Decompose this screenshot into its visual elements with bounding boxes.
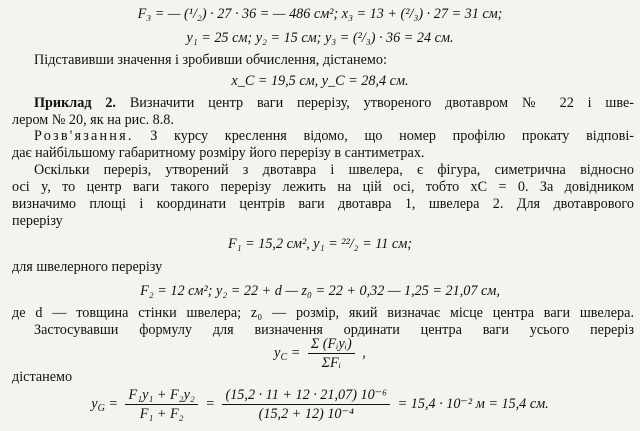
text-line-12 bbox=[12, 213, 63, 229]
eq1-numerator: Σ (Fᵢyᵢ) bbox=[308, 336, 355, 354]
example-2-heading-line bbox=[34, 95, 634, 111]
text-line-14 bbox=[12, 259, 162, 275]
result-xc-yc: x_C = 19,5 см, y_C = 28,4 см. bbox=[231, 73, 409, 89]
text-line-substitution bbox=[34, 52, 387, 68]
text-line-8 bbox=[12, 145, 424, 161]
example-2-text-cont: лером № 20, як на рис. 8.8. bbox=[12, 112, 174, 128]
eq2-fraction-2 bbox=[222, 387, 390, 422]
eq2-fraction-1 bbox=[125, 387, 197, 422]
solution-text-cont: дає найбільшому габаритному розміру його перерізу в сантиметрах. bbox=[12, 145, 425, 161]
solution-text: З курсу креслення відомо, що номер профілю прокату відпові- bbox=[133, 128, 634, 144]
solution-heading-line bbox=[34, 128, 634, 144]
we-obtain-text: дістанемо bbox=[12, 369, 73, 385]
reference-text-cont: перерізу bbox=[12, 213, 63, 229]
eq2-lhs: y bbox=[91, 395, 98, 412]
formula-line-f3-x3 bbox=[0, 6, 640, 22]
formula-f2-y2: F₂ = 12 см²; y₂ = 22 + d — z₀ = 22 + 0,32 — 1,25 = 21,07 см, bbox=[140, 283, 500, 299]
text-line-9 bbox=[34, 162, 634, 178]
solution-label: Розв'язання. bbox=[34, 128, 134, 144]
text-line-19 bbox=[12, 369, 72, 385]
eq2-denominator-2: (15,2 + 12) 10⁻⁴ bbox=[258, 406, 354, 422]
formula-line-result-1 bbox=[0, 73, 640, 89]
substitution-text: Підставивши значення і зробивши обчислення, дістанемо: bbox=[34, 52, 387, 68]
eq1-fraction bbox=[308, 336, 355, 371]
formula-line-y-values bbox=[0, 30, 640, 46]
equation-centroid-formula bbox=[0, 336, 640, 371]
eq2-result: = 15,4 · 10⁻² м = 15,4 см. bbox=[394, 395, 549, 412]
apply-formula-text: Застосувавши формулу для визначення ординати центра ваги усього переріз bbox=[34, 322, 634, 338]
formula-line-beam bbox=[0, 236, 640, 252]
text-line-10 bbox=[12, 179, 634, 195]
formula-f1-y1: F₁ = 15,2 см², y₁ = ²²/₂ = 11 см; bbox=[227, 236, 413, 252]
eq1-equals: = bbox=[287, 344, 304, 361]
formula-line-channel bbox=[0, 283, 640, 299]
eq2-equals-2: = bbox=[201, 395, 219, 412]
symmetry-text-2: осі y, то центр ваги такого перерізу лежить на цій осі, тобто xC = 0. За довідником bbox=[12, 179, 634, 195]
formula-y-values: y₁ = 25 см; y₂ = 15 см; y₃ = (²/₃) · 36 = 24 см. bbox=[186, 30, 454, 46]
equation-final-result bbox=[0, 387, 640, 422]
eq1-tail: , bbox=[358, 344, 366, 361]
formula-f3-x3: F₃ = — (¹/₂) · 27 · 36 = — 486 см²; x₃ = 13 + (²/₃) · 27 = 31 см; bbox=[137, 6, 503, 22]
eq2-denominator-1: F₁ + F₂ bbox=[139, 406, 184, 422]
reference-text: визначимо площі і координати центрів ваги двотавра 1, швелера 2. Для двотаврового bbox=[12, 196, 634, 212]
eq2-equals-1: = bbox=[104, 395, 122, 412]
eq2-numerator-1: F₁y₁ + F₂y₂ bbox=[125, 387, 197, 405]
eq1-lhs-subscript: C bbox=[280, 351, 288, 363]
symmetry-text-1: Оскільки переріз, утворений з двотавра і швелера, є фігура, симетрична відносно bbox=[34, 162, 634, 178]
definitions-text: де d — товщина стінки швелера; z₀ — розмір, який визначає місце центра ваги швелера. bbox=[12, 305, 634, 321]
text-line-11 bbox=[12, 196, 634, 212]
text-line-6 bbox=[12, 112, 174, 128]
example-2-text: Визначити центр ваги перерізу, утвореного двотавром № 22 і шве- bbox=[115, 95, 634, 111]
eq2-numerator-2: (15,2 · 11 + 12 · 21,07) 10⁻⁶ bbox=[222, 387, 390, 405]
channel-intro-text: для швелерного перерізу bbox=[12, 259, 163, 275]
eq1-lhs: y bbox=[274, 344, 281, 361]
text-line-16 bbox=[12, 305, 634, 321]
eq1-denominator: ΣFᵢ bbox=[321, 355, 341, 371]
example-2-label: Приклад 2. bbox=[34, 95, 116, 111]
eq2-lhs-subscript: G bbox=[97, 402, 105, 414]
